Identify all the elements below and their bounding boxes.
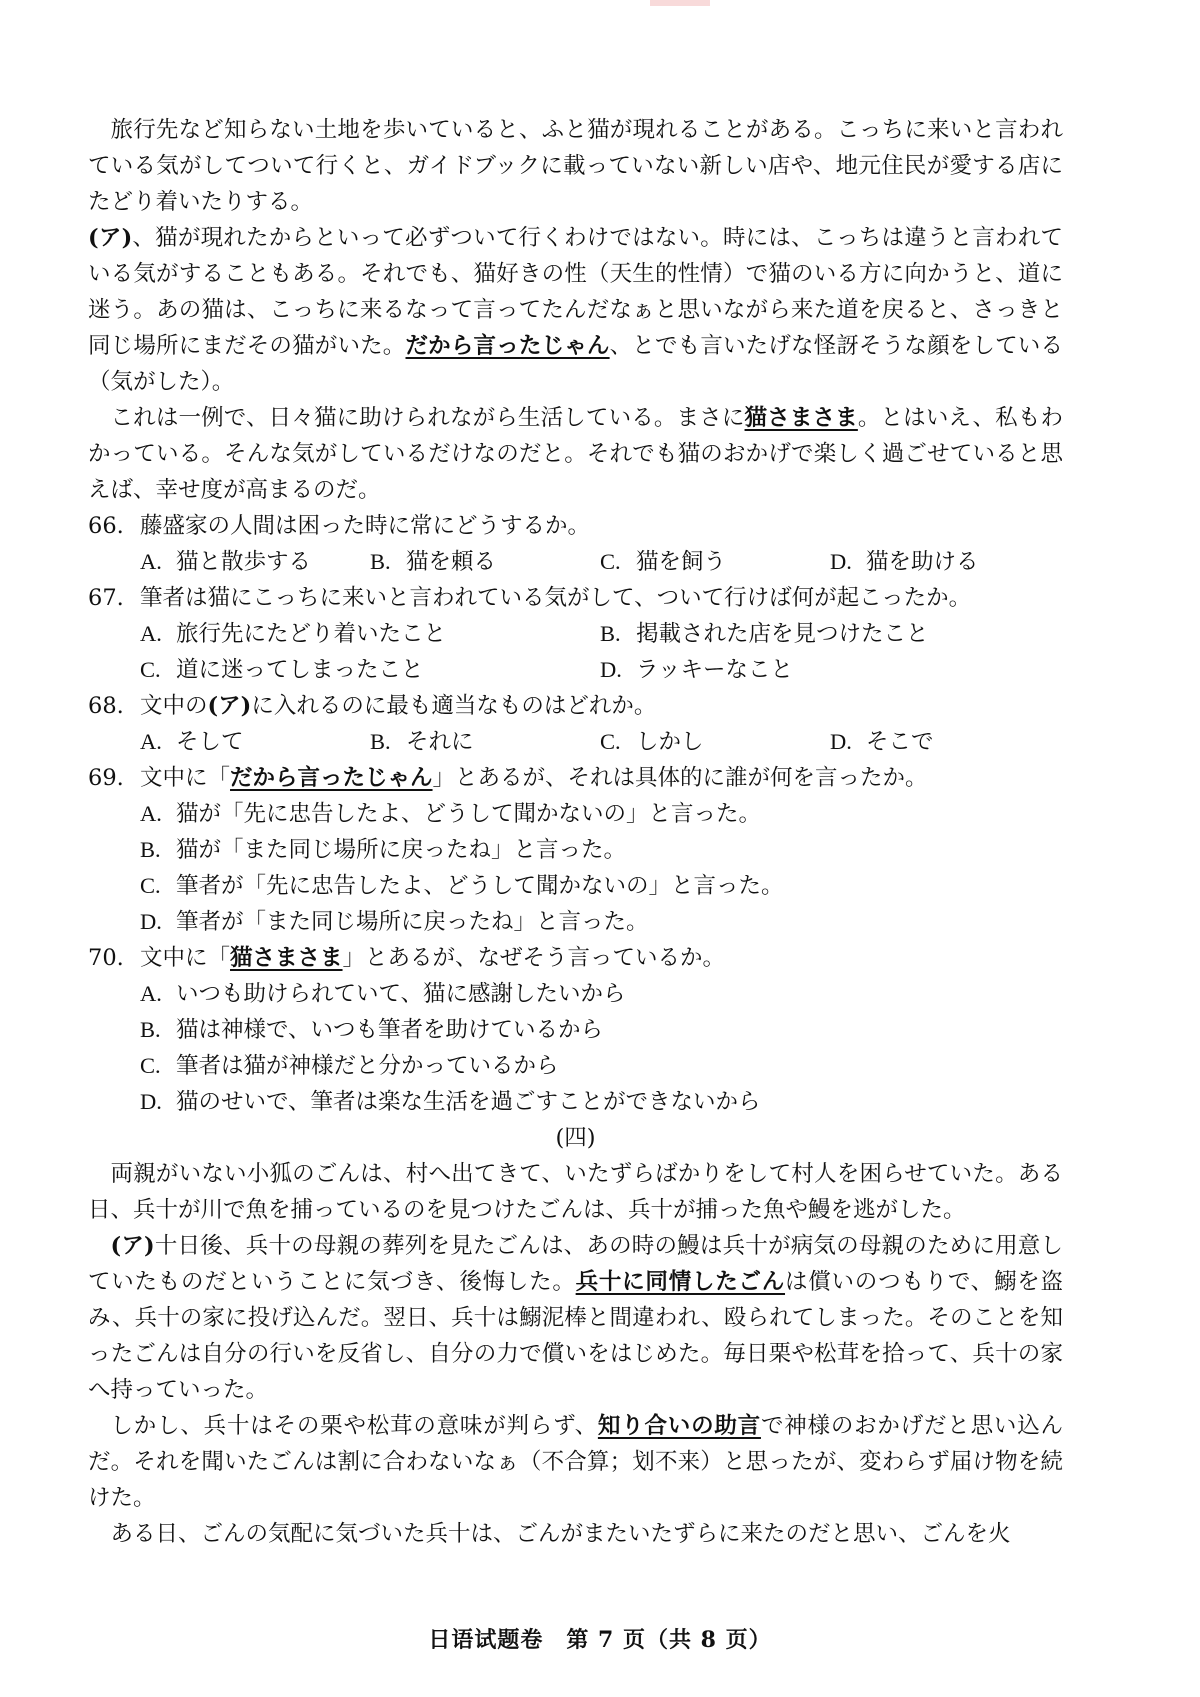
passage-paragraph: しかし、兵十はその栗や松茸の意味が判らず、知り合いの助言で神様のおかげだと思い込んだ。それを聞いたごんは割に合わないなぁ（不合算；划不来）と思ったが、変わらず届け物を続けた。 [88, 1413, 1063, 1511]
blank-marker: (ア) [110, 1233, 155, 1259]
option-c: C. 猫を飼う [600, 549, 727, 575]
options [88, 616, 1063, 652]
option-d: D. 筆者が「また同じ場所に戻ったね」と言った。 [140, 909, 649, 935]
passage-paragraph: 旅行先など知らない土地を歩いていると、ふと猫が現れることがある。こっちに来いと言われている気がしてついて行くと、ガイドブックに載っていない新しい店や、地元住民が愛する店にたどり着いたりする。 [88, 117, 1063, 215]
underlined-phrase: だから言ったじゃん [405, 333, 610, 359]
question-67 [88, 580, 1063, 688]
option-b: B. 猫が「また同じ場所に戻ったね」と言った。 [140, 837, 627, 863]
scan-mark [650, 0, 710, 6]
underlined-phrase: だから言ったじゃん [230, 765, 433, 791]
question-text: 68. 文中の(ア)に入れるのに最も適当なものはどれか。 [88, 693, 657, 719]
option-c: C. 筆者は猫が神様だと分かっているから [140, 1053, 559, 1079]
blank-marker: (ア) [207, 693, 252, 719]
option-d: D. ラッキーなこと [600, 657, 794, 683]
underlined-phrase: 猫さまさま [744, 405, 858, 431]
option-b: B. 猫は神様で、いつも筆者を助けているから [140, 1017, 604, 1043]
question-text: 67. 筆者は猫にこっちに来いと言われている気がして、ついて行けば何が起こったか。 [88, 585, 972, 611]
option-b: B. 猫を頼る [370, 549, 497, 575]
underlined-phrase: 兵十に同情したごん [575, 1269, 786, 1295]
underlined-phrase: 猫さまさま [230, 945, 343, 971]
section-heading: (四) [555, 1125, 596, 1151]
option-d: D. 猫を助ける [830, 549, 979, 575]
options [88, 724, 1063, 760]
option-a: A. 旅行先にたどり着いたこと [140, 621, 447, 647]
question-66 [88, 508, 1063, 580]
option-c: C. 道に迷ってしまったこと [140, 657, 424, 683]
option-a: A. そして [140, 729, 244, 755]
question-68 [88, 688, 1063, 760]
options [88, 976, 1063, 1120]
underlined-phrase: 知り合いの助言 [597, 1413, 761, 1439]
option-b: B. それに [370, 729, 474, 755]
question-text: 66. 藤盛家の人間は困った時に常にどうするか。 [88, 513, 591, 539]
options [88, 544, 1063, 580]
option-a: A. 猫が「先に忠告したよ、どうして聞かないの」と言った。 [140, 801, 762, 827]
question-69 [88, 760, 1063, 940]
passage-paragraph: これは一例で、日々猫に助けられながら生活している。まさに猫さまさま。とはいえ、私もわかっている。そんな気がしているだけなのだと。それでも猫のおかげで楽しく過ごせていると思えば、幸せ度が高まるのだ。 [88, 405, 1063, 503]
option-a: A. 猫と散歩する [140, 549, 312, 575]
option-d: D. 猫のせいで、筆者は楽な生活を過ごすことができないから [140, 1089, 761, 1115]
blank-marker: (ア) [88, 225, 133, 251]
passage-paragraph: (ア)十日後、兵十の母親の葬列を見たごんは、あの時の鰻は兵十が病気の母親のために用意していたものだということに気づき、後悔した。兵十に同情したごんは償いのつもりで、鰯を盗み、兵十の家に投げ込んだ。翌日、兵十は鰯泥棒と間違われ、殴られてしまった。そのことを知ったごんは自分の行いを反省し、自分の力で償いをはじめた。毎日栗や松茸を拾って、兵十の家へ持っていった。 [88, 1233, 1063, 1403]
option-c: C. 筆者が「先に忠告したよ、どうして聞かないの」と言った。 [140, 873, 784, 899]
question-text: 69. 文中に「だから言ったじゃん」とあるが、それは具体的に誰が何を言ったか。 [88, 765, 928, 791]
options [88, 652, 1063, 688]
question-text: 70. 文中に「猫さまさま」とあるが、なぜそう言っているか。 [88, 945, 726, 971]
page-footer: 日语试题卷 第 7 页（共 8 页） [428, 1627, 772, 1653]
passage-paragraph: ある日、ごんの気配に気づいた兵十は、ごんがまたいたずらに来たのだと思い、ごんを火 [110, 1521, 1011, 1547]
passage-paragraph: (ア)、猫が現れたからといって必ずついて行くわけではない。時には、こっちは違うと言われている気がすることもある。それでも、猫好きの性（天生的性情）で猫のいる方に向かうと、道に迷う。あの猫は、こっちに来るなって言ってたんだなぁと思いながら来た道を戻ると、さっきと同じ場所にまだその猫がいた。だから言ったじゃん、とでも言いたげな怪訝そうな顔をしている（気がした）。 [88, 225, 1063, 395]
question-70 [88, 940, 1063, 1120]
options [88, 796, 1063, 940]
option-b: B. 掲載された店を見つけたこと [600, 621, 929, 647]
passage-paragraph: 両親がいない小狐のごんは、村へ出てきて、いたずらばかりをして村人を困らせていた。ある日、兵十が川で魚を捕っているのを見つけたごんは、兵十が捕った魚や鰻を逃がした。 [88, 1161, 1063, 1223]
option-d: D. そこで [830, 729, 934, 755]
option-c: C. しかし [600, 729, 704, 755]
option-a: A. いつも助けられていて、猫に感謝したいから [140, 981, 626, 1007]
exam-page [88, 112, 1063, 1552]
